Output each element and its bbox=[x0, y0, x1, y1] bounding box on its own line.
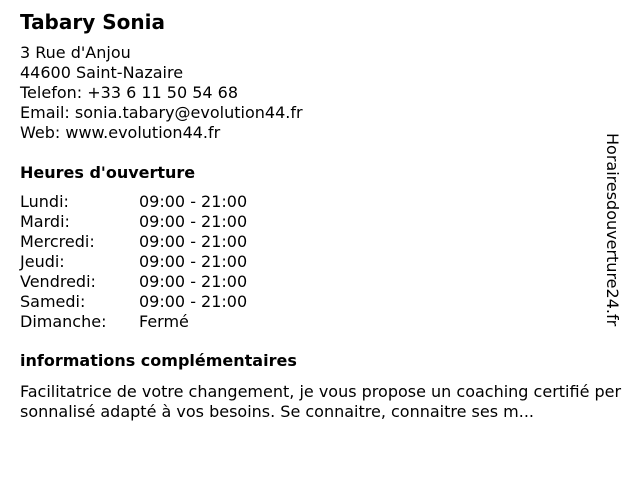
site-watermark: Horairesdouverture24.fr bbox=[603, 133, 622, 327]
hours-row bbox=[20, 212, 247, 232]
time-value: 09:00 - 21:00 bbox=[139, 252, 248, 271]
day-label: Jeudi: bbox=[20, 252, 65, 271]
day-label: Vendredi: bbox=[20, 272, 96, 291]
hours-row bbox=[20, 192, 247, 212]
time-value: Fermé bbox=[139, 312, 189, 331]
info-heading: informations complémentaires bbox=[20, 351, 297, 370]
opening-hours-table bbox=[20, 192, 247, 332]
time-value: 09:00 - 21:00 bbox=[139, 232, 248, 251]
info-description: Facilitatrice de votre changement, je vous propose un coaching certifié personnalisé adapté à vos besoins. Se connaitre, connaitre ses m... bbox=[20, 382, 622, 421]
hours-row bbox=[20, 252, 247, 272]
day-label: Samedi: bbox=[20, 292, 86, 311]
day-label: Dimanche: bbox=[20, 312, 107, 331]
time-value: 09:00 - 21:00 bbox=[139, 272, 248, 291]
phone-line: Telefon: +33 6 11 50 54 68 bbox=[20, 83, 239, 102]
email-line: Email: sonia.tabary@evolution44.fr bbox=[20, 103, 303, 122]
hours-row bbox=[20, 312, 247, 332]
business-card bbox=[20, 10, 630, 422]
web-line: Web: www.evolution44.fr bbox=[20, 123, 221, 142]
time-value: 09:00 - 21:00 bbox=[139, 212, 248, 231]
contact-block bbox=[20, 43, 630, 143]
hours-row bbox=[20, 232, 247, 252]
day-label: Mardi: bbox=[20, 212, 70, 231]
time-value: 09:00 - 21:00 bbox=[139, 192, 248, 211]
city-address: 44600 Saint-Nazaire bbox=[20, 63, 184, 82]
hours-heading: Heures d'ouverture bbox=[20, 163, 196, 182]
day-label: Mercredi: bbox=[20, 232, 95, 251]
hours-row bbox=[20, 292, 247, 312]
street-address: 3 Rue d'Anjou bbox=[20, 43, 131, 62]
hours-row bbox=[20, 272, 247, 292]
time-value: 09:00 - 21:00 bbox=[139, 292, 248, 311]
business-name: Tabary Sonia bbox=[20, 10, 165, 34]
day-label: Lundi: bbox=[20, 192, 69, 211]
